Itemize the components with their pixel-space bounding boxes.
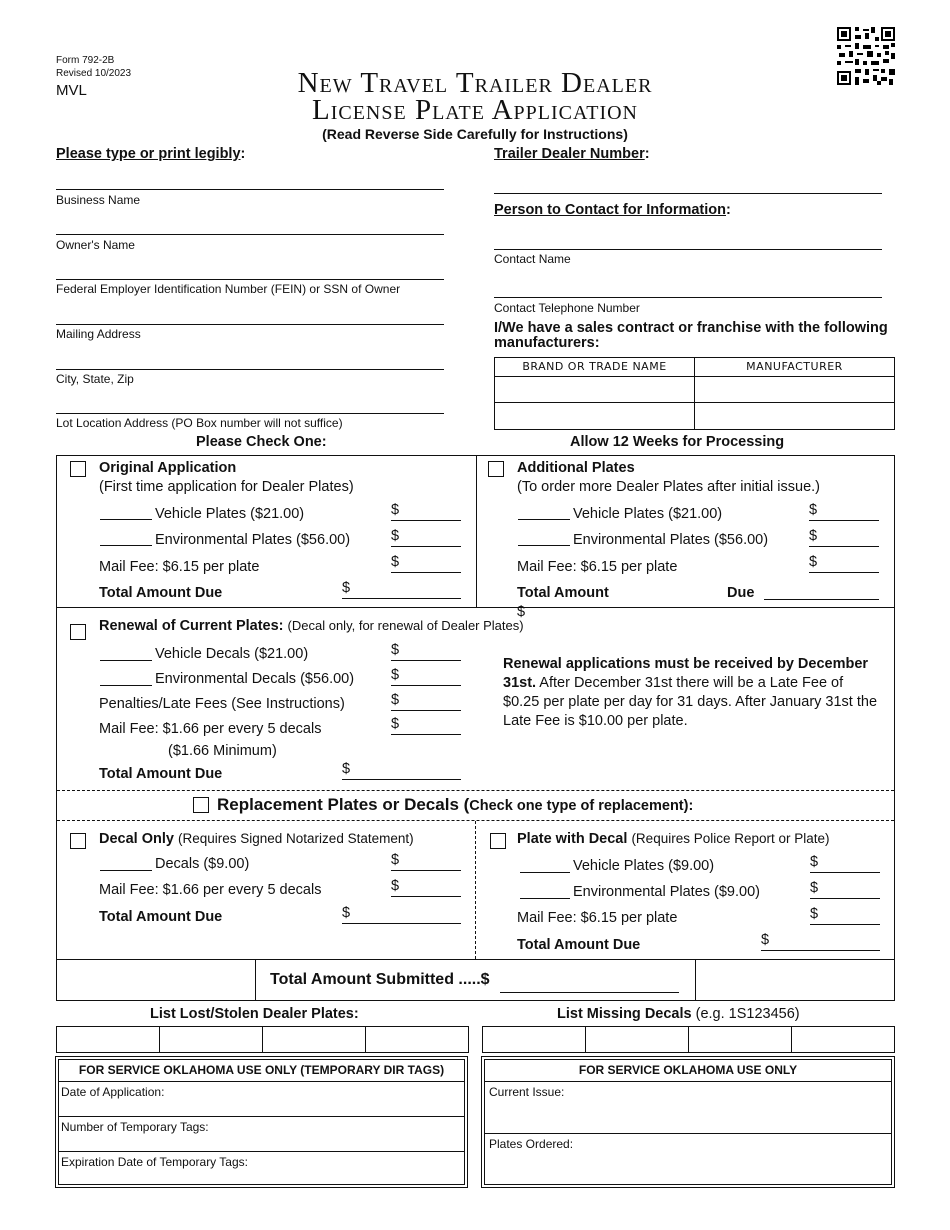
- divider-renewal: [57, 607, 894, 608]
- expiration-temp-tags-field[interactable]: [59, 1152, 464, 1184]
- qr-code: [837, 27, 895, 85]
- contact-name-label: Contact Name: [494, 252, 571, 266]
- lot-location-label: Lot Location Address (PO Box number will not suffice): [56, 416, 343, 430]
- manufacturer-cell-2[interactable]: [695, 403, 894, 429]
- replacement-checkbox[interactable]: [193, 797, 209, 813]
- replacement-title: Replacement Plates or Decals (Check one type of replacement):: [217, 795, 694, 814]
- additional-total-dollar: $: [517, 604, 526, 620]
- original-mail-fee: Mail Fee: $6.15 per plate: [99, 559, 260, 575]
- original-total-amount[interactable]: $: [342, 584, 461, 599]
- decal-only-decals-label: Decals ($9.00): [155, 856, 250, 872]
- divider-replacement-middle: [475, 821, 476, 959]
- brand-cell-2[interactable]: [495, 403, 695, 429]
- renewal-mail-fee: Mail Fee: $1.66 per every 5 decals: [99, 721, 322, 737]
- missing-decal-cell[interactable]: [792, 1027, 894, 1052]
- additional-plates-title: Additional Plates: [517, 460, 635, 476]
- contact-heading: Person to Contact for Information:: [494, 202, 731, 218]
- additional-plates-subtitle: (To order more Dealer Plates after initial issue.): [517, 479, 821, 495]
- renewal-mail-amount[interactable]: $: [391, 720, 461, 735]
- plate-decal-total-amount[interactable]: $: [761, 936, 880, 951]
- missing-decals-heading: List Missing Decals (e.g. 1S123456): [557, 1006, 800, 1022]
- plate-decal-vehicle-qty[interactable]: [520, 872, 570, 873]
- renewal-penalties-amount[interactable]: $: [391, 696, 461, 711]
- divider-total-left: [255, 960, 256, 1000]
- original-vehicle-qty[interactable]: [100, 519, 152, 520]
- dealer-number-line[interactable]: [494, 193, 882, 194]
- original-application-title: Original Application: [99, 460, 237, 476]
- current-issue-field[interactable]: [485, 1082, 891, 1134]
- decal-only-total-label: Total Amount Due: [99, 909, 223, 925]
- original-env-amount[interactable]: $: [391, 532, 461, 547]
- renewal-env-label: Environmental Decals ($56.00): [155, 671, 355, 687]
- owner-name-line[interactable]: [56, 234, 444, 235]
- renewal-total-label: Total Amount Due: [99, 766, 223, 782]
- contact-name-line[interactable]: [494, 249, 882, 250]
- plate-decal-env-qty[interactable]: [520, 898, 570, 899]
- current-issue-label: Current Issue:: [489, 1085, 565, 1099]
- missing-decal-cell[interactable]: [689, 1027, 792, 1052]
- plate-decal-env-amount[interactable]: $: [810, 884, 880, 899]
- business-name-label: Business Name: [56, 193, 141, 207]
- additional-total-label: Total Amount: [517, 585, 609, 601]
- renewal-minimum: ($1.66 Minimum): [168, 743, 277, 759]
- business-name-line[interactable]: [56, 189, 444, 190]
- original-vehicle-amount[interactable]: $: [391, 506, 461, 521]
- plate-with-decal-checkbox[interactable]: [490, 833, 506, 849]
- plates-ordered-field[interactable]: [485, 1134, 891, 1184]
- additional-env-label: Environmental Plates ($56.00): [573, 532, 769, 548]
- renewal-penalties-label: Penalties/Late Fees (See Instructions): [99, 696, 345, 712]
- additional-due-label: Due: [727, 585, 755, 601]
- mailing-address-label: Mailing Address: [56, 327, 141, 341]
- plate-decal-mail-amount[interactable]: $: [810, 910, 880, 925]
- additional-vehicle-amount[interactable]: $: [809, 506, 879, 521]
- service-ok-temp-tags-box: [55, 1056, 468, 1188]
- divider-total-right: [695, 960, 696, 1000]
- lost-plate-cell[interactable]: [57, 1027, 160, 1052]
- lost-plate-cell[interactable]: [160, 1027, 263, 1052]
- renewal-checkbox[interactable]: [70, 624, 86, 640]
- renewal-deadline-notice: Renewal applications must be received by December 31st. After December 31st there will be a Late Fee of $0.25 per plate per day for 31 days. After January 31st the Late Fee is $10.00 per plate.: [503, 656, 878, 729]
- divider-total: [57, 959, 894, 960]
- total-submitted-amount[interactable]: [500, 992, 679, 993]
- plate-decal-vehicle-label: Vehicle Plates ($9.00): [573, 858, 715, 874]
- contact-phone-label: Contact Telephone Number: [494, 301, 640, 315]
- renewal-total-amount[interactable]: $: [342, 765, 461, 780]
- additional-plates-checkbox[interactable]: [488, 461, 504, 477]
- plate-decal-env-label: Environmental Plates ($9.00): [573, 884, 760, 900]
- service-ok-header: FOR SERVICE OKLAHOMA USE ONLY: [485, 1060, 891, 1082]
- decal-only-title: Decal Only (Requires Signed Notarized Statement): [99, 831, 414, 847]
- decal-only-checkbox[interactable]: [70, 833, 86, 849]
- processing-time-note: Allow 12 Weeks for Processing: [570, 434, 785, 450]
- fein-line[interactable]: [56, 279, 444, 280]
- number-of-temp-tags-label: Number of Temporary Tags:: [61, 1120, 209, 1134]
- page-title-line2: License Plate Application: [311, 94, 638, 126]
- city-state-zip-label: City, State, Zip: [56, 372, 134, 386]
- service-ok-temp-tags-inner: [58, 1059, 465, 1185]
- dealer-number-heading: Trailer Dealer Number:: [494, 146, 650, 162]
- additional-mail-amount[interactable]: $: [809, 558, 879, 573]
- contact-phone-line[interactable]: [494, 297, 882, 298]
- plate-decal-total-label: Total Amount Due: [517, 937, 641, 953]
- original-env-qty[interactable]: [100, 545, 152, 546]
- owner-name-label: Owner's Name: [56, 238, 135, 252]
- decal-only-mail-amount[interactable]: $: [391, 882, 461, 897]
- original-total-label: Total Amount Due: [99, 585, 223, 601]
- renewal-env-qty[interactable]: [100, 685, 152, 686]
- plates-ordered-label: Plates Ordered:: [489, 1137, 574, 1151]
- brand-column-header: BRAND OR TRADE NAME: [495, 358, 695, 377]
- total-submitted-label: Total Amount Submitted .....$: [270, 971, 490, 988]
- lot-location-line[interactable]: [56, 413, 444, 414]
- check-one-heading: Please Check One:: [196, 434, 327, 450]
- decal-only-mail-fee: Mail Fee: $1.66 per every 5 decals: [99, 882, 322, 898]
- service-ok-inner: [484, 1059, 892, 1185]
- decal-only-qty[interactable]: [100, 870, 152, 871]
- manufacturer-cell-1[interactable]: [695, 377, 894, 403]
- revision-date: Revised 10/2023: [56, 68, 132, 79]
- lost-plates-heading: List Lost/Stolen Dealer Plates:: [150, 1006, 359, 1022]
- additional-vehicle-label: Vehicle Plates ($21.00): [573, 506, 723, 522]
- renewal-vehicle-qty[interactable]: [100, 660, 152, 661]
- type-print-heading: Please type or print legibly:: [56, 146, 246, 162]
- additional-vehicle-qty[interactable]: [518, 519, 570, 520]
- missing-decal-cell[interactable]: [483, 1027, 586, 1052]
- original-application-checkbox[interactable]: [70, 461, 86, 477]
- lost-plate-cell[interactable]: [366, 1027, 468, 1052]
- lost-plates-table: [56, 1026, 469, 1053]
- service-ok-box: [481, 1056, 895, 1188]
- date-of-application-field[interactable]: [59, 1082, 464, 1117]
- decal-only-total-amount[interactable]: $: [342, 909, 461, 924]
- form-number: Form 792-2B: [56, 55, 115, 66]
- renewal-vehicle-label: Vehicle Decals ($21.00): [155, 646, 309, 662]
- city-state-zip-line[interactable]: [56, 369, 444, 370]
- divider-replacement-top: [57, 790, 894, 791]
- original-application-subtitle: (First time application for Dealer Plates): [99, 479, 354, 495]
- plate-decal-vehicle-amount[interactable]: $: [810, 858, 880, 873]
- decal-only-decals-amount[interactable]: $: [391, 856, 461, 871]
- original-mail-amount[interactable]: $: [391, 558, 461, 573]
- renewal-vehicle-amount[interactable]: $: [391, 646, 461, 661]
- lost-plate-cell[interactable]: [263, 1027, 366, 1052]
- date-of-application-label: Date of Application:: [61, 1085, 165, 1099]
- additional-total-amount[interactable]: [764, 599, 879, 600]
- franchise-statement: I/We have a sales contract or franchise with the following manufacturers:: [494, 320, 888, 351]
- page-subtitle: (Read Reverse Side Carefully for Instructions): [322, 126, 628, 142]
- renewal-title: Renewal of Current Plates: (Decal only, for renewal of Dealer Plates): [99, 618, 524, 634]
- divider-top: [476, 456, 477, 607]
- agency-code: MVL: [56, 82, 87, 99]
- expiration-temp-tags-label: Expiration Date of Temporary Tags:: [61, 1155, 248, 1169]
- manufacturer-column-header: MANUFACTURER: [695, 358, 894, 377]
- service-ok-temp-tags-header: FOR SERVICE OKLAHOMA USE ONLY (TEMPORARY DIR TAGS): [59, 1060, 464, 1082]
- mailing-address-line[interactable]: [56, 324, 444, 325]
- number-of-temp-tags-field[interactable]: [59, 1117, 464, 1152]
- plate-with-decal-title: Plate with Decal (Requires Police Report or Plate): [517, 831, 830, 847]
- missing-decals-table: [482, 1026, 895, 1053]
- plate-decal-mail-fee: Mail Fee: $6.15 per plate: [517, 910, 678, 926]
- additional-env-amount[interactable]: $: [809, 532, 879, 547]
- original-env-label: Environmental Plates ($56.00): [155, 532, 351, 548]
- page-title-line1: New Travel Trailer Dealer: [297, 67, 653, 99]
- fein-label: Federal Employer Identification Number (FEIN) or SSN of Owner: [56, 282, 401, 296]
- renewal-env-amount[interactable]: $: [391, 671, 461, 686]
- brand-cell-1[interactable]: [495, 377, 695, 403]
- missing-decal-cell[interactable]: [586, 1027, 689, 1052]
- additional-mail-fee: Mail Fee: $6.15 per plate: [517, 559, 678, 575]
- additional-env-qty[interactable]: [518, 545, 570, 546]
- original-vehicle-label: Vehicle Plates ($21.00): [155, 506, 305, 522]
- manufacturer-table: [494, 357, 895, 430]
